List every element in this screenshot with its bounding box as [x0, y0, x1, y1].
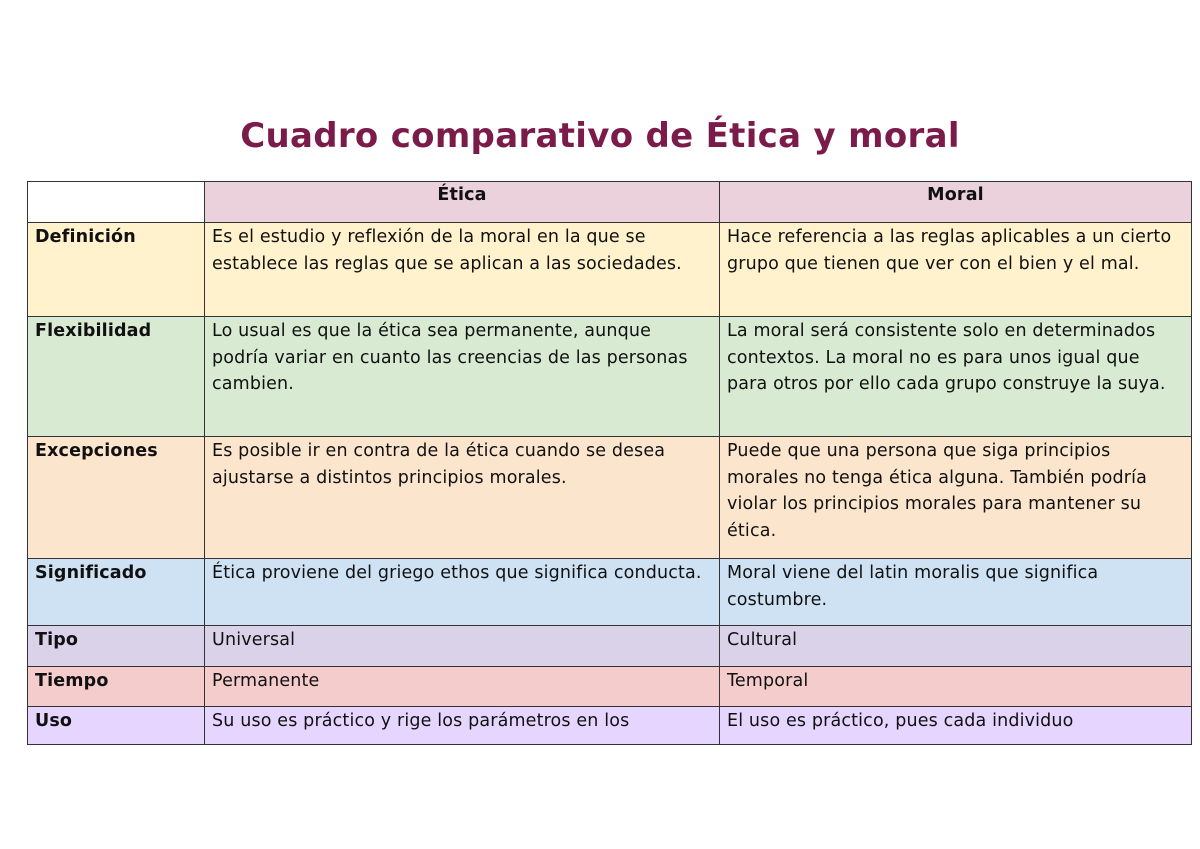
row-label-definicion: Definición [28, 223, 205, 317]
row-label-flexibilidad: Flexibilidad [28, 317, 205, 437]
cell-moral-uso: El uso es práctico, pues cada individuo [720, 707, 1192, 745]
table-row [28, 667, 1192, 707]
cell-moral-flexibilidad: La moral será consistente solo en determinados contextos. La moral no es para unos igual que para otros por ello cada grupo construye la suya. [720, 317, 1192, 437]
row-label-uso: Uso [28, 707, 205, 745]
table-row [28, 223, 1192, 317]
cell-etica-flexibilidad: Lo usual es que la ética sea permanente, aunque podría variar en cuanto las creencias de las personas cambien. [205, 317, 720, 437]
cell-moral-tiempo: Temporal [720, 667, 1192, 707]
cell-moral-excepciones: Puede que una persona que siga principios morales no tenga ética alguna. También podría violar los principios morales para mantener su ética. [720, 437, 1192, 559]
table-header-row [28, 182, 1192, 223]
table-row [28, 626, 1192, 667]
comparison-table [27, 181, 1192, 745]
table-row [28, 707, 1192, 745]
row-label-significado: Significado [28, 559, 205, 626]
cell-etica-uso: Su uso es práctico y rige los parámetros en los [205, 707, 720, 745]
cell-moral-significado: Moral viene del latin moralis que significa costumbre. [720, 559, 1192, 626]
header-empty-cell [28, 182, 205, 223]
cell-moral-tipo: Cultural [720, 626, 1192, 667]
cell-etica-excepciones: Es posible ir en contra de la ética cuando se desea ajustarse a distintos principios morales. [205, 437, 720, 559]
table-row [28, 317, 1192, 437]
row-label-tiempo: Tiempo [28, 667, 205, 707]
cell-etica-tiempo: Permanente [205, 667, 720, 707]
cell-etica-significado: Ética proviene del griego ethos que significa conducta. [205, 559, 720, 626]
header-moral: Moral [720, 182, 1192, 223]
header-etica: Ética [205, 182, 720, 223]
page-title: Cuadro comparativo de Ética y moral [240, 116, 960, 156]
row-label-excepciones: Excepciones [28, 437, 205, 559]
cell-etica-definicion: Es el estudio y reflexión de la moral en la que se establece las reglas que se aplican a las sociedades. [205, 223, 720, 317]
table-row [28, 437, 1192, 559]
row-label-tipo: Tipo [28, 626, 205, 667]
cell-etica-tipo: Universal [205, 626, 720, 667]
cell-moral-definicion: Hace referencia a las reglas aplicables a un cierto grupo que tienen que ver con el bien y el mal. [720, 223, 1192, 317]
table-row [28, 559, 1192, 626]
